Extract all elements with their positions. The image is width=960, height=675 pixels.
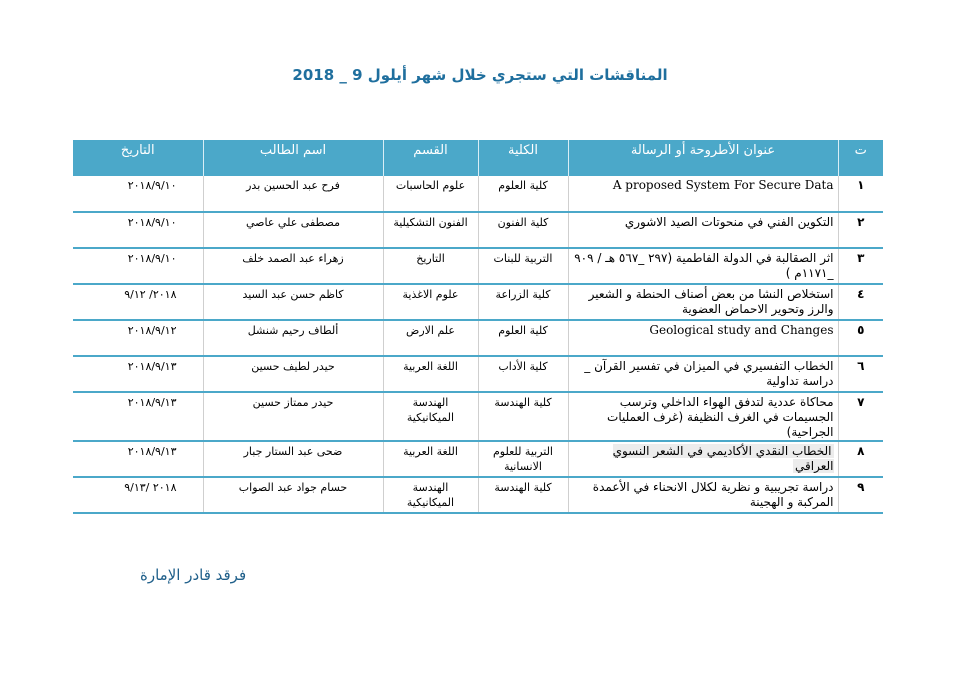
row-num: ٣ [838, 248, 883, 284]
row-student: مصطفى علي عاصي [203, 212, 383, 248]
row-college: التربية للبنات [478, 248, 568, 284]
row-num: ٧ [838, 392, 883, 441]
table-row [73, 212, 883, 248]
row-department: التاريخ [383, 248, 478, 284]
row-department: علم الارض [383, 320, 478, 356]
row-student: زهراء عبد الصمد خلف [203, 248, 383, 284]
row-student: حسام جواد عبد الصواب [203, 477, 383, 513]
row-college: كلية الفنون [478, 212, 568, 248]
table-row [73, 284, 883, 320]
row-college: التربية للعلوم الانسانية [478, 441, 568, 477]
table-header-row [73, 140, 883, 176]
row-thesis: Geological study and Changes [568, 320, 838, 356]
row-date: ٢٠١٨/٩/١٠ [127, 216, 177, 229]
header-student: اسم الطالب [203, 140, 383, 176]
row-date: ٢٠١٨/٩/١٣ [127, 445, 177, 458]
row-student: حيدر ممتاز حسين [203, 392, 383, 441]
row-department: علوم الحاسبات [383, 176, 478, 212]
row-thesis: اثر الصقالبة في الدولة الفاطمية (٢٩٧ _٥٦٧ هـ / ٩٠٩ _١١٧١م ) [568, 248, 838, 284]
row-college: كلية الهندسة [478, 392, 568, 441]
defenses-table [73, 140, 883, 514]
header-date: التاريخ [120, 143, 155, 158]
row-thesis [568, 441, 838, 477]
row-college: كلية العلوم [478, 176, 568, 212]
row-num: ٥ [838, 320, 883, 356]
header-college: الكلية [478, 140, 568, 176]
row-thesis: استخلاص النشا من بعض أصناف الحنطة و الشعير والرز وتحوير الاحماض العضوية [568, 284, 838, 320]
row-thesis-highlighted: الخطاب النقدي الأكاديمي في الشعر النسوي العراقي [612, 444, 834, 473]
row-thesis: الخطاب التفسيري في الميزان في تفسير القرآن _ دراسة تداولية [568, 356, 838, 392]
row-student: كاظم حسن عبد السيد [203, 284, 383, 320]
row-student: فرح عبد الحسين بدر [203, 176, 383, 212]
table-row [73, 320, 883, 356]
row-date: ٢٠١٨/٩/١٣ [127, 360, 177, 373]
row-department: اللغة العربية [383, 441, 478, 477]
row-department: الهندسة الميكانيكية [383, 392, 478, 441]
header-department: القسم [383, 140, 478, 176]
row-date: ٢٠١٨ /٩/١٣ [124, 481, 177, 494]
row-department: اللغة العربية [383, 356, 478, 392]
row-num: ٨ [838, 441, 883, 477]
row-date: ٢٠١٨/ ٩/١٢ [124, 288, 177, 301]
signature: فرقد قادر الإمارة [140, 566, 247, 584]
row-college: كلية الزراعة [478, 284, 568, 320]
row-college: كلية الأداب [478, 356, 568, 392]
row-thesis: A proposed System For Secure Data [568, 176, 838, 212]
header-thesis: عنوان الأطروحة أو الرسالة [568, 140, 838, 176]
row-college: كلية العلوم [478, 320, 568, 356]
row-thesis: التكوين الفني في منحوتات الصيد الاشوري [568, 212, 838, 248]
row-thesis: محاكاة عددية لتدفق الهواء الداخلي وترسب الجسيمات في الغرف النظيفة (غرف العمليات الجراحية) [568, 392, 838, 441]
table-row [73, 356, 883, 392]
row-num: ٩ [838, 477, 883, 513]
row-thesis: دراسة تجريبية و نظرية لكلال الانحناء في الأعمدة المركبة و الهجينة [568, 477, 838, 513]
defenses-table-container [73, 140, 883, 514]
row-department: الفنون التشكيلية [383, 212, 478, 248]
table-row [73, 477, 883, 513]
row-date: ٢٠١٨/٩/١٠ [127, 252, 177, 265]
row-date: ٢٠١٨/٩/١٣ [127, 396, 177, 409]
row-college: كلية الهندسة [478, 477, 568, 513]
row-num: ٤ [838, 284, 883, 320]
header-num: ت [838, 140, 883, 176]
row-department: علوم الاغذية [383, 284, 478, 320]
table-row [73, 176, 883, 212]
row-date: ٢٠١٨/٩/١٢ [127, 324, 177, 337]
row-num: ١ [838, 176, 883, 212]
row-student: ضحى عبد الستار جبار [203, 441, 383, 477]
table-row [73, 392, 883, 441]
row-num: ٢ [838, 212, 883, 248]
table-row [73, 248, 883, 284]
row-date: ٢٠١٨/٩/١٠ [127, 179, 177, 192]
row-student: ألطاف رحيم شنشل [203, 320, 383, 356]
row-num: ٦ [838, 356, 883, 392]
row-department: الهندسة الميكانيكية [383, 477, 478, 513]
row-student: حيدر لطيف حسين [203, 356, 383, 392]
table-row [73, 441, 883, 477]
page-title: المناقشات التي ستجري خلال شهر أيلول 9 _ 2018 [292, 66, 668, 84]
